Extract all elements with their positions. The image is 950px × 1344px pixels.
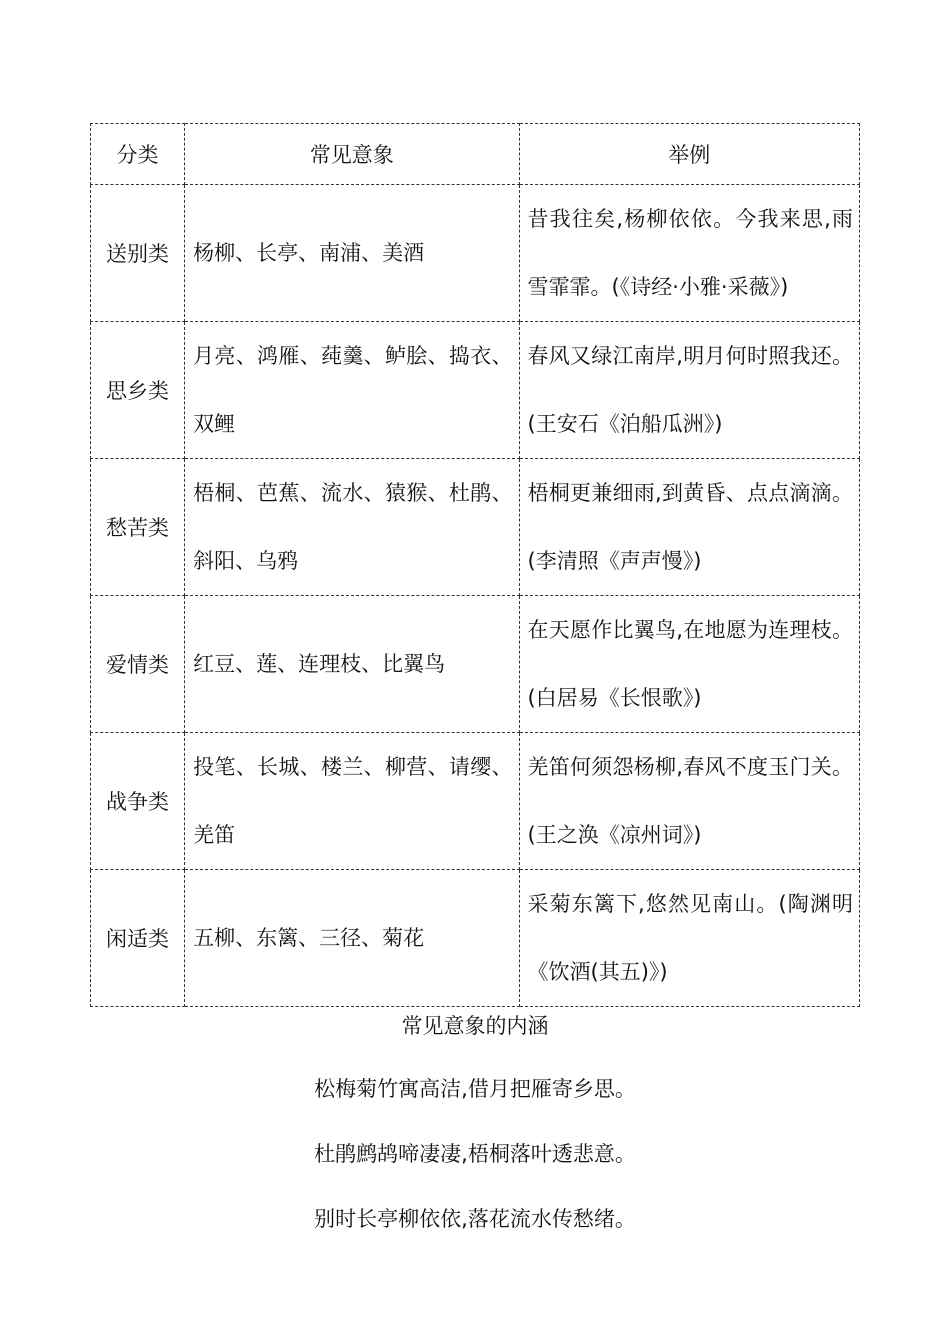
section-title: 常见意象的内涵	[401, 1014, 549, 1038]
example-text: 春风又绿江南岸,明月何时照我还。(王安石《泊船瓜洲》)	[527, 344, 853, 436]
imagery-text: 红豆、莲、连理枝、比翼鸟	[193, 652, 446, 676]
poem-line: 杜鹃鹧鸪啼凄凄,梧桐落叶透悲意。	[314, 1142, 636, 1166]
poem-line: 松梅菊竹寓高洁,借月把雁寄乡思。	[314, 1077, 636, 1101]
header-example: 举例	[519, 124, 859, 185]
imagery-cell	[185, 733, 519, 870]
example-text: 昔我往矣,杨柳依依。今我来思,雨雪霏霏。(《诗经·小雅·采薇》)	[527, 207, 853, 299]
imagery-cell	[185, 870, 519, 1007]
category-cell: 愁苦类	[91, 459, 185, 596]
table-row	[91, 870, 860, 1007]
imagery-cell	[185, 185, 519, 322]
category-cell: 送别类	[91, 185, 185, 322]
table-row	[91, 322, 860, 459]
imagery-cell	[185, 459, 519, 596]
imagery-table	[90, 123, 860, 1007]
example-text: 采菊东篱下,悠然见南山。(陶渊明《饮酒(其五)》)	[527, 892, 853, 984]
example-text: 羌笛何须怨杨柳,春风不度玉门关。(王之涣《凉州词》)	[527, 755, 853, 847]
table-row	[91, 459, 860, 596]
example-cell	[519, 596, 859, 733]
table-row	[91, 185, 860, 322]
category-cell: 闲适类	[91, 870, 185, 1007]
example-cell	[519, 185, 859, 322]
imagery-text: 投笔、长城、楼兰、柳营、请缨、羌笛	[193, 755, 513, 847]
table-row	[91, 733, 860, 870]
category-cell: 思乡类	[91, 322, 185, 459]
header-imagery: 常见意象	[185, 124, 519, 185]
example-cell	[519, 733, 859, 870]
imagery-cell	[185, 596, 519, 733]
imagery-text: 杨柳、长亭、南浦、美酒	[193, 241, 425, 265]
header-category: 分类	[91, 124, 185, 185]
example-cell	[519, 870, 859, 1007]
example-text: 梧桐更兼细雨,到黄昏、点点滴滴。(李清照《声声慢》)	[527, 481, 853, 573]
imagery-text: 五柳、东篱、三径、菊花	[193, 926, 425, 950]
imagery-cell	[185, 322, 519, 459]
category-cell: 爱情类	[91, 596, 185, 733]
example-cell	[519, 322, 859, 459]
imagery-text: 月亮、鸿雁、莼羹、鲈脍、捣衣、双鲤	[193, 344, 513, 436]
example-cell	[519, 459, 859, 596]
category-cell: 战争类	[91, 733, 185, 870]
example-text: 在天愿作比翼鸟,在地愿为连理枝。(白居易《长恨歌》)	[527, 618, 853, 710]
poem-line: 别时长亭柳依依,落花流水传愁绪。	[314, 1207, 636, 1231]
imagery-text: 梧桐、芭蕉、流水、猿猴、杜鹃、斜阳、乌鸦	[193, 481, 513, 573]
table-row	[91, 596, 860, 733]
